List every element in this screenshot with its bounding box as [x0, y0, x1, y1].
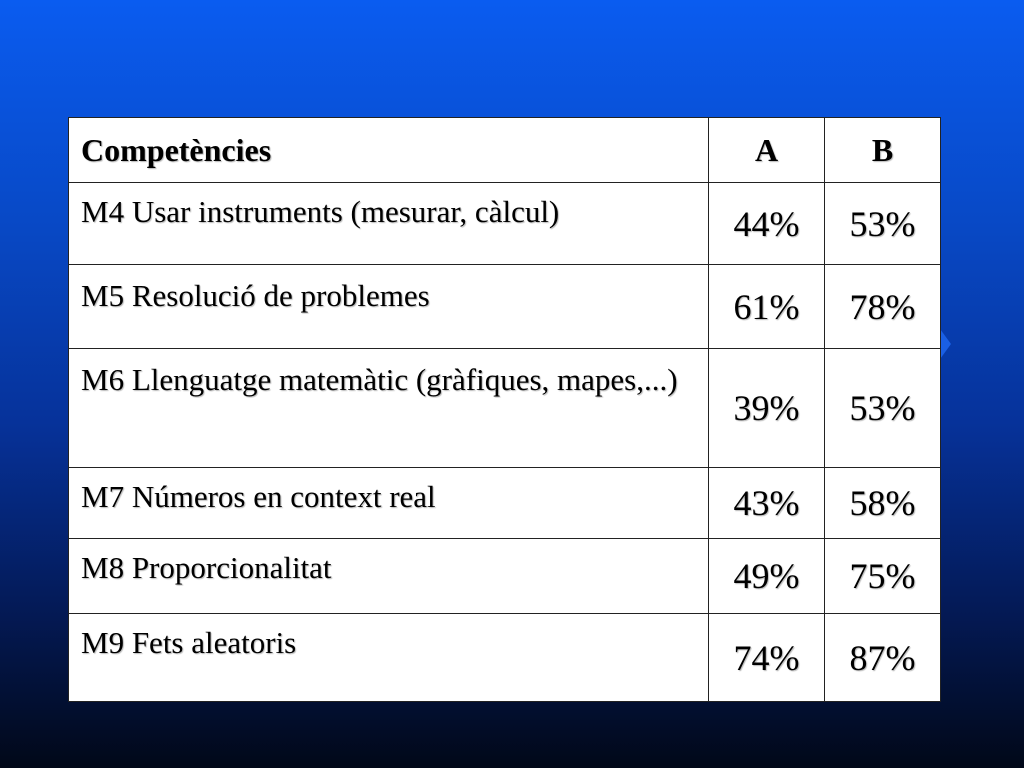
competency-label: M5 Resolució de problemes: [69, 265, 709, 349]
competencies-table: [68, 117, 941, 702]
table-row: [69, 265, 941, 349]
value-b: 53%: [825, 183, 941, 265]
table-row: [69, 614, 941, 702]
header-b: B: [825, 118, 941, 183]
value-b: 75%: [825, 539, 941, 614]
value-b: 58%: [825, 468, 941, 539]
competency-label: M4 Usar instruments (mesurar, càlcul): [69, 183, 709, 265]
value-b: 78%: [825, 265, 941, 349]
value-b: 53%: [825, 349, 941, 468]
value-b: 87%: [825, 614, 941, 702]
competency-label: M6 Llenguatge matemàtic (gràfiques, mapes,...): [69, 349, 709, 468]
table-row: [69, 183, 941, 265]
value-a: 44%: [709, 183, 825, 265]
table-row: [69, 539, 941, 614]
value-a: 43%: [709, 468, 825, 539]
table-header-row: [69, 118, 941, 183]
header-a: A: [709, 118, 825, 183]
table-row: [69, 349, 941, 468]
value-a: 74%: [709, 614, 825, 702]
value-a: 39%: [709, 349, 825, 468]
competency-label: M9 Fets aleatoris: [69, 614, 709, 702]
header-competencies: Competències: [69, 118, 709, 183]
competency-label: M8 Proporcionalitat: [69, 539, 709, 614]
value-a: 49%: [709, 539, 825, 614]
competency-label: M7 Números en context real: [69, 468, 709, 539]
table-row: [69, 468, 941, 539]
value-a: 61%: [709, 265, 825, 349]
